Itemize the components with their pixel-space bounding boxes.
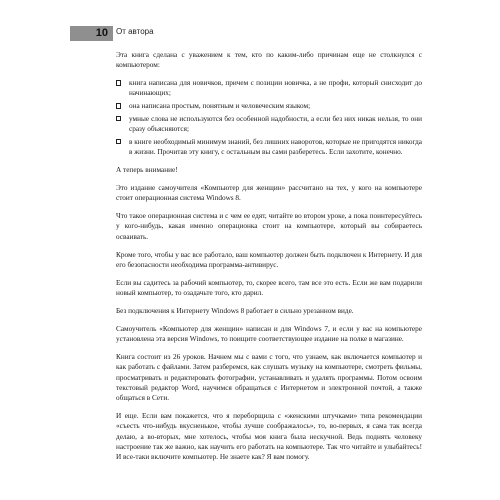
intro-paragraph: Эта книга сделана с уважением к тем, кто по каким-либо причинам еще не столкнулся с компьютером: <box>116 51 422 70</box>
paragraph: Без подключения к Интернету Windows 8 работает в сильно урезанном виде. <box>116 306 354 315</box>
paragraph: Кроме того, чтобы у вас все работало, ваш компьютер должен быть подключен к Интернету. И для его безопасности необходима программа-антивирус. <box>116 250 422 269</box>
list-item-text: она написана простым, понятным и человеческим языком; <box>129 102 311 111</box>
list-item <box>116 114 422 135</box>
paragraph: Что такое операционная система и с чем ее едят, читайте во втором уроке, а пока поинтересуйтесь у кого-нибудь, какая именно операционка стоит на компьютере, который вы собираетесь осваивать. <box>116 212 422 241</box>
paragraph: Если вы садитесь за рабочий компьютер, то, скорее всего, там все это есть. Если же вам подарили новый компьютер, то озадачьте того, кто дарил. <box>116 278 422 298</box>
running-head: От автора <box>116 27 154 36</box>
paragraph: И еще. Если вам покажется, что я переборщила с «женскими штучками» типа рекомендации «съесть что-нибудь вкусненькое, чтобы лучше соображалось», то, во-первых, я сама так всегда делаю, а во-вторых, мне хотелось, чтобы моя книга была нескучной. Ведь поднять человеку настроение так же важно, как научить его работать на компьютере. Так что читайте и улыбайтесь! И все-таки включите компьютер. Не знаете как? Я вам помогу. <box>116 412 422 462</box>
list-item <box>116 101 422 111</box>
page-body <box>116 50 422 470</box>
square-bullet-icon <box>116 139 121 144</box>
list-item <box>116 78 422 99</box>
square-bullet-icon <box>116 103 121 108</box>
square-bullet-icon <box>116 80 121 85</box>
list-item-text: книга написана для новичков, причем с позиции новичка, а не профи, который снисходит до начинающих; <box>129 79 422 98</box>
paragraph: Книга состоит из 26 уроков. Начнем мы с вами с того, что узнаем, как включается компьютер и как работать с файлами. Затем разберемся, как слушать музыку на компьютере, смотреть фильмы, просматривать и редактировать фотографии, устанавливать и удалять программы. Потом освоим текстовый редактор Word, научимся обращаться с Интернетом и электронной почтой, а также общаться в Сети. <box>116 353 422 403</box>
paragraph: Самоучитель «Компьютер для женщин» написан и для Windows 7, и если у вас на компьютере установлена эта версия Windows, то поищите соответствующее издание на полке в магазине. <box>116 324 422 344</box>
page-header <box>0 0 500 41</box>
list-item-text: в книге необходимый минимум знаний, без лишних наворотов, которые не пригодятся никогда в жизни. Прочитав эту книгу, с остальным вы сами разберетесь. Если захотите, конечно. <box>129 137 422 157</box>
list-item <box>116 137 422 158</box>
paragraph: Это издание самоучителя «Компьютер для женщин» рассчитано на тех, у кого на компьютере стоит операционная система Windows 8. <box>116 183 422 203</box>
bullet-list <box>116 78 422 157</box>
list-item-text: умные слова не используются без особенной надобности, а если без них никак нельзя, то они сразу объясняются; <box>129 114 422 134</box>
attention-line: А теперь внимание! <box>116 166 178 175</box>
page-number: 10 <box>95 27 108 39</box>
page-number-tab <box>70 26 113 41</box>
square-bullet-icon <box>116 116 121 121</box>
